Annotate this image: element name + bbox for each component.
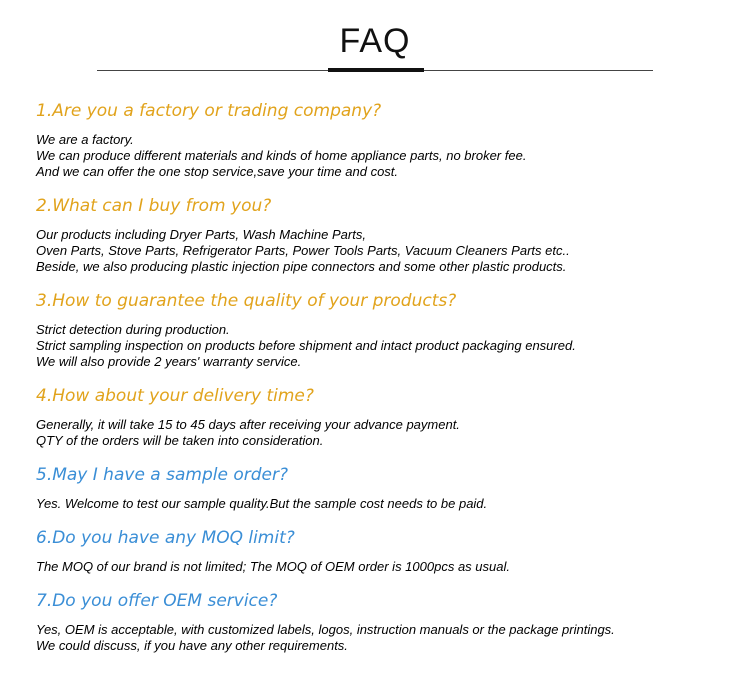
faq-answer-4-line-2: QTY of the orders will be taken into consideration. [36,433,324,448]
faq-answer-7-line-1: Yes, OEM is acceptable, with customized labels, logos, instruction manuals or the package printings. [36,622,615,637]
faq-answer-1-line-2: We can produce different materials and kinds of home appliance parts, no broker fee. [36,148,527,163]
faq-item-2 [36,195,716,275]
faq-item-1 [36,100,716,180]
page-title: FAQ [339,22,411,60]
faq-answer-3 [36,322,716,370]
faq-answer-1-line-1: We are a factory. [36,132,134,147]
faq-answer-1 [36,132,716,180]
faq-question-2: 2.What can I buy from you? [36,196,272,216]
faq-question-3: 3.How to guarantee the quality of your products? [36,291,457,311]
faq-item-7 [36,590,716,654]
faq-answer-5 [36,496,716,512]
faq-answer-7-line-2: We could discuss, if you have any other requirements. [36,638,348,653]
title-underline-accent [328,68,424,72]
faq-question-6: 6.Do you have any MOQ limit? [36,528,295,548]
faq-question-4: 4.How about your delivery time? [36,386,314,406]
faq-answer-1-line-3: And we can offer the one stop service,save your time and cost. [36,164,399,179]
faq-item-4 [36,385,716,449]
faq-answer-4 [36,417,716,449]
faq-answer-3-line-1: Strict detection during production. [36,322,230,337]
faq-item-6 [36,527,716,575]
faq-answer-2 [36,227,716,275]
faq-question-7: 7.Do you offer OEM service? [36,591,278,611]
faq-answer-2-line-1: Our products including Dryer Parts, Wash Machine Parts, [36,227,366,242]
faq-answer-6-line-1: The MOQ of our brand is not limited; The MOQ of OEM order is 1000pcs as usual. [36,559,510,574]
faq-answer-3-line-2: Strict sampling inspection on products before shipment and intact product packaging ensured. [36,338,576,353]
faq-question-5: 5.May I have a sample order? [36,465,288,485]
faq-answer-5-line-1: Yes. Welcome to test our sample quality.But the sample cost needs to be paid. [36,496,488,511]
faq-answer-2-line-3: Beside, we also producing plastic injection pipe connectors and some other plastic products. [36,259,567,274]
faq-answer-7 [36,622,716,654]
faq-answer-6 [36,559,716,575]
faq-question-1: 1.Are you a factory or trading company? [36,101,382,121]
faq-item-5 [36,464,716,512]
faq-answer-4-line-1: Generally, it will take 15 to 45 days after receiving your advance payment. [36,417,460,432]
faq-item-3 [36,290,716,370]
faq-answer-2-line-2: Oven Parts, Stove Parts, Refrigerator Parts, Power Tools Parts, Vacuum Cleaners Parts etc.. [36,243,570,258]
faq-answer-3-line-3: We will also provide 2 years' warranty service. [36,354,302,369]
